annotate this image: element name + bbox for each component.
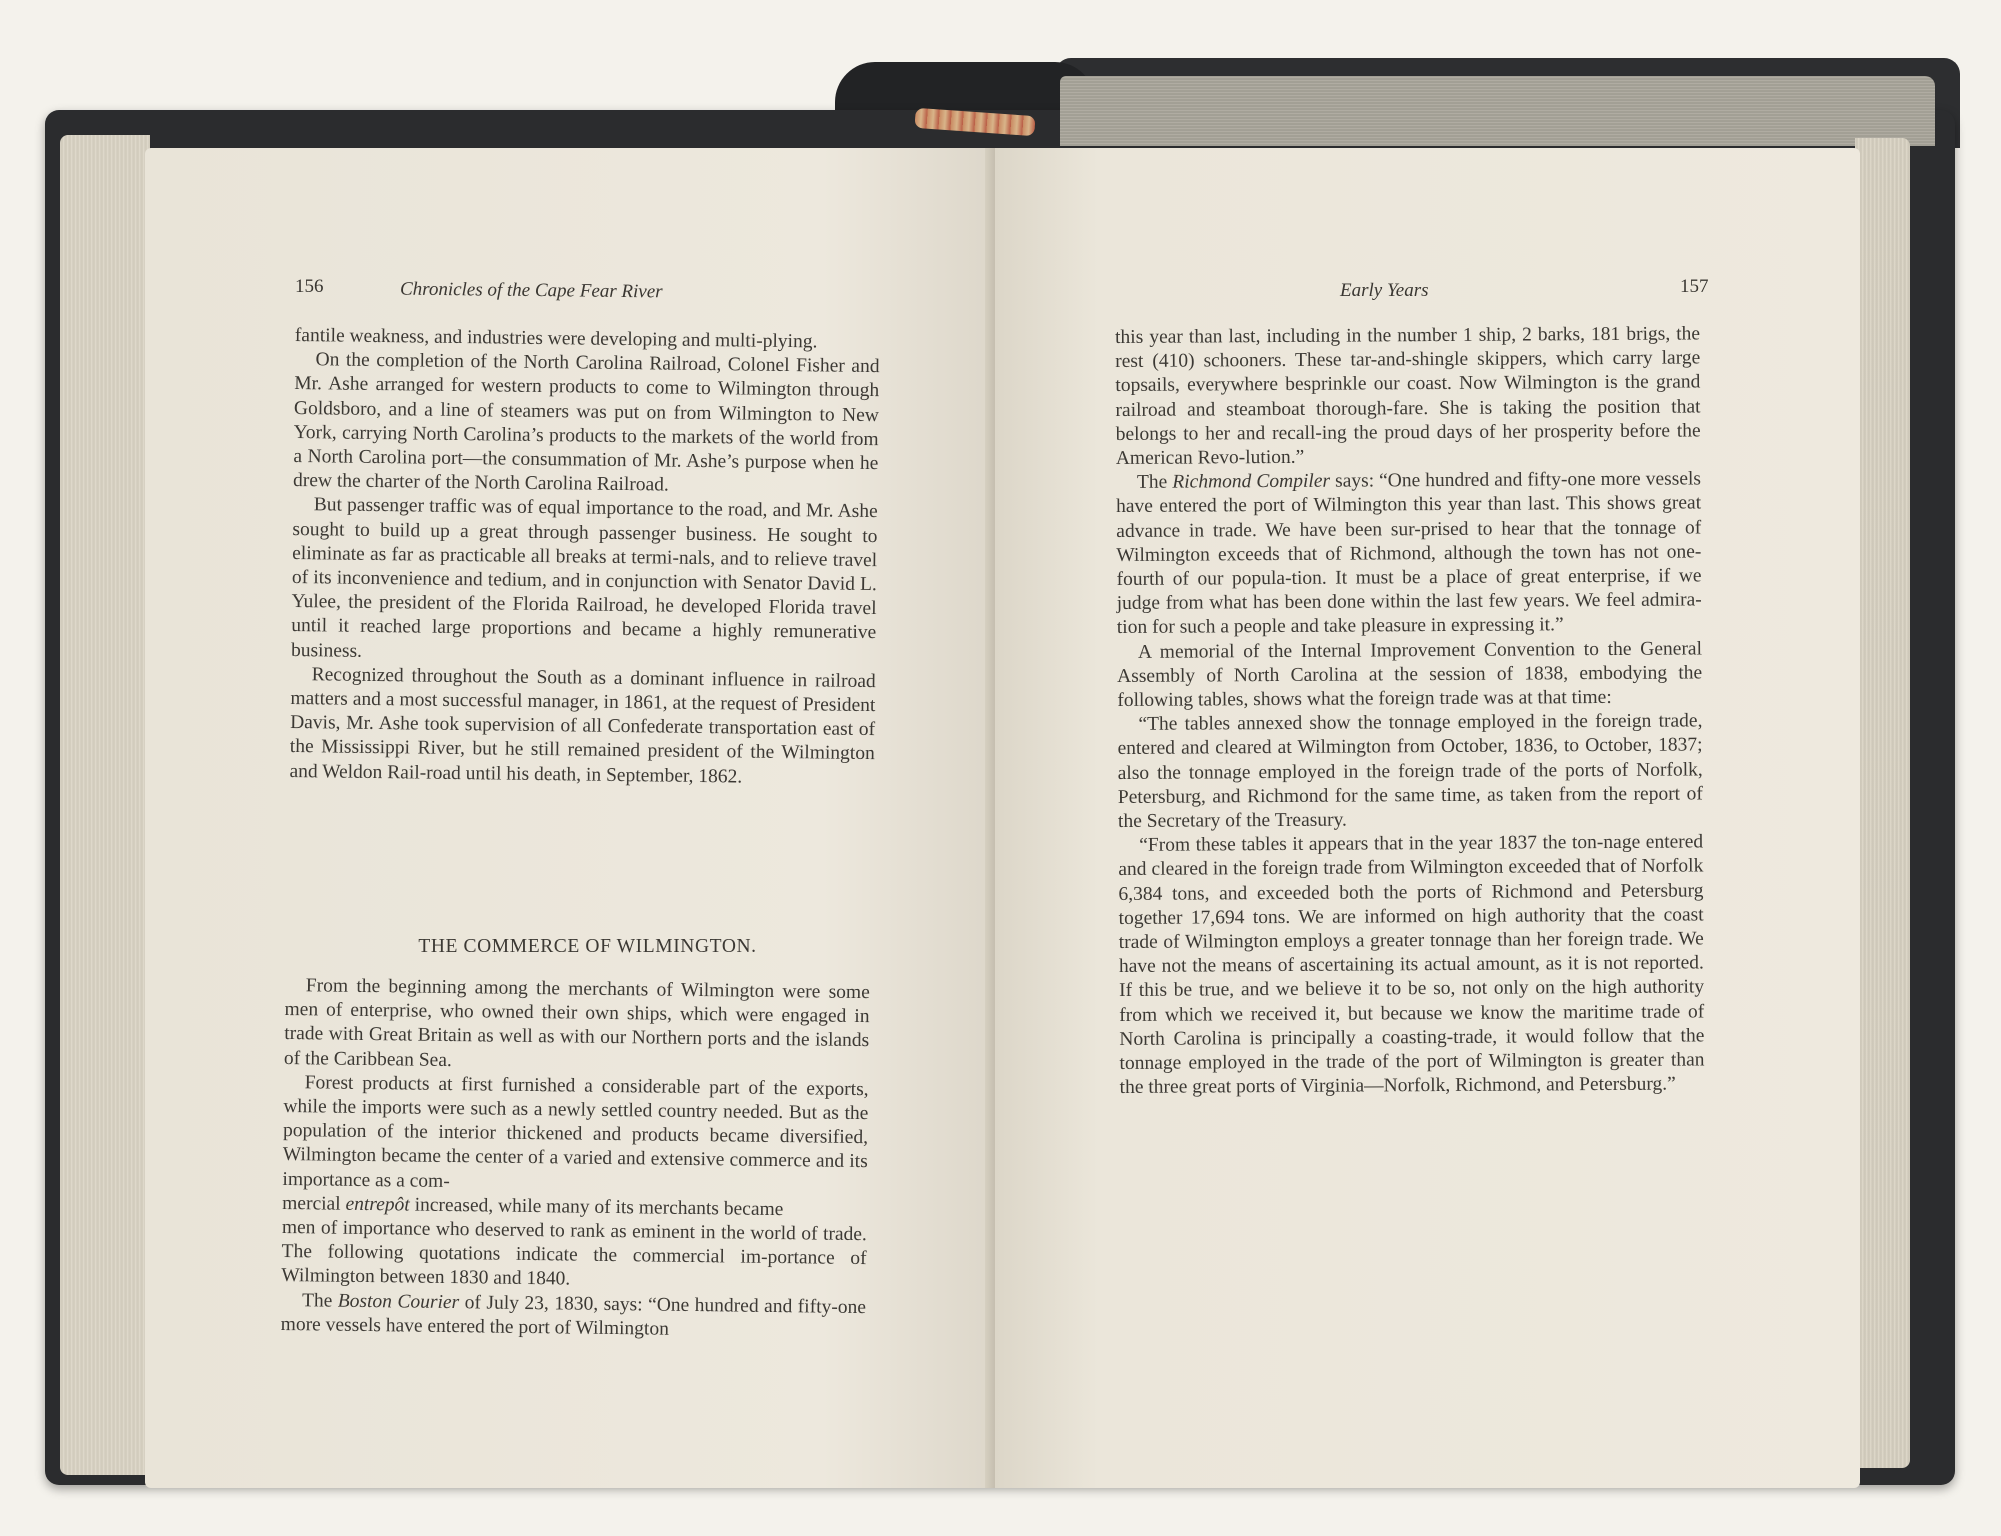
page-block-top-edge [1060,76,1935,146]
left-body-top [289,324,880,791]
italic-term: entrepôt [345,1193,410,1216]
paragraph: mercial entrepôt increased, while many of its merchants became [282,1192,784,1220]
paragraph: The Richmond Compiler says: “One hundred and fifty-one more vessels have entered the port of Wilmington this year than last. This shows great advance in trade. We have been sur-prised to hear that the tonnage of Wilmington exceeds that of Richmond, although the town has not one-fourth of our popula-tion. It must be a place of great enterprise, if we judge from what has been done within the last few years. We feel admira-tion for such a people and take pleasure in expressing it.” [1116,468,1702,639]
paragraph: Recognized throughout the South as a dominant influence in railroad matters and a most successful manager, in 1861, at the request of President Davis, Mr. Ashe took supervision of all Confederate transportation east of the Mississippi River, but he still remained president of the Wilmington and Weldon Rail-road until his death, in September, 1862. [289,664,876,788]
page-block-left-edge [60,135,150,1475]
left-page [145,148,993,1488]
page-block-right-edge [1855,138,1910,1468]
paragraph: The Boston Courier of July 23, 1830, says: “One hundred and fifty-one more vessels have entered the port of Wilmington [280,1289,867,1340]
paragraph: From the beginning among the merchants of Wilmington were some men of enterprise, who owned their own ships, which were engaged in trade with Great Britain as well as with our Northern ports and the islands of the Caribbean Sea. [283,975,870,1071]
paragraph: A memorial of the Internal Improvement Convention to the General Assembly of North Carolina at the session of 1838, embodying the following tables, shows what the foreign trade was at that time: [1117,638,1703,712]
section-title: THE COMMERCE OF WILMINGTON. [418,936,757,957]
page-number: 156 [295,276,324,297]
running-title: Early Years [1340,280,1429,301]
paragraph: “The tables annexed show the tonnage employed in the foreign trade, entered and cleared at Wilmington from October, 1836, to October, 1837; also the tonnage employed in the foreign trade of the ports of Norfolk, Petersburg, and Richmond for the same time, as taken from the report of the Secretary of the Treasury. [1117,710,1703,833]
paragraph: this year than last, including in the number 1 ship, 2 barks, 181 brigs, the rest (410) schooners. These tar-and-shingle skippers, which carry large topsails, everywhere besprinkle our coast. Now Wilmington is the grand railroad and steamboat thorough-fare. She is taking the position that belongs to her and recall-ing the proud days of her prosperity before the American Revo-lution.” [1115,323,1701,470]
left-body-bottom [281,974,870,1344]
publication-title: Richmond Compiler [1172,470,1331,493]
running-title: Chronicles of the Cape Fear River [399,278,663,303]
paragraph: On the completion of the North Carolina Railroad, Colonel Fisher and Mr. Ashe arranged for western products to come to Wilmington through Goldsboro, and a line of steamers was put on from Wilmington to New York, carrying North Carolina’s products to the markets of the world from a North Carolina port—the consummation of Mr. Ashe’s purpose when he drew the charter of the North Carolina Railroad. [292,349,880,496]
right-page [995,148,1860,1488]
right-body [1115,322,1705,1100]
paragraph: Forest products at first furnished a considerable part of the exports, while the imports were such as a newly settled country needed. But as the population of the interior thickened and products became diversified, Wilmington became the center of a varied and extensive commerce and its importance as a com- [282,1072,869,1192]
paragraph: men of importance who deserved to rank as eminent in the world of trade. The following quotations indicate the commercial im-portance of Wilmington between 1830 and 1840. [281,1217,867,1290]
paragraph: But passenger traffic was of equal importance to the road, and Mr. Ashe sought to build up a great through passenger business. He sought to eliminate as far as practicable all breaks at termi-nals, and to relieve travel of its inconvenience and tedium, and in conjunction with Senator David L. Yulee, the president of the Florida Railroad, he developed Florida travel until it reached large proportions and became a highly remunerative business. [290,494,878,662]
page-number: 157 [1680,276,1709,297]
publication-title: Boston Courier [337,1290,460,1313]
paragraph: fantile weakness, and industries were developing and multi-plying. [294,324,818,353]
paragraph: “From these tables it appears that in the year 1837 the ton-nage entered and cleared in the foreign trade from Wilmington exceeded that of Norfolk 6,384 tons, and exceeded both the ports of Richmond and Petersburg together 17,694 tons. We are informed on high authority that the coast trade of Wilmington employs a greater tonnage than her foreign trade. We have not the means of ascertaining its actual amount, as it is not reported. If this be true, and we believe it to be so, not only on the high authority from which we received it, but because we know the maritime trade of North Carolina is principally a coasting-trade, it would follow that the tonnage employed in the trade of the port of Wilmington is greater than the three great ports of Virginia—Norfolk, Richmond, and Petersburg.” [1118,831,1705,1099]
